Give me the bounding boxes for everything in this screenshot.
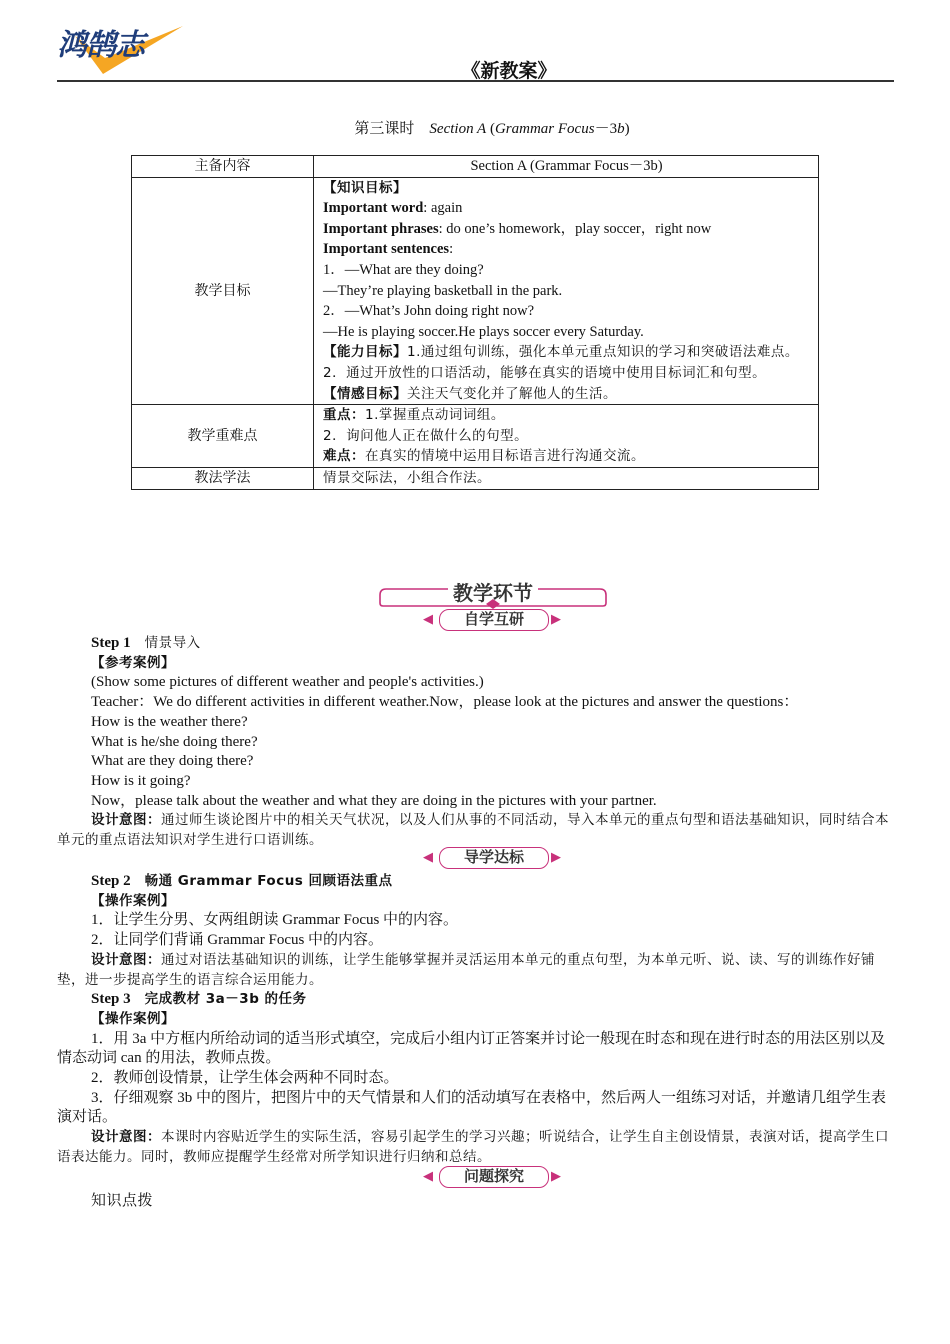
sub-banner-label: 自学互研 <box>439 609 549 631</box>
lesson-plan-table <box>131 155 819 490</box>
row-label: 教学重难点 <box>132 405 314 468</box>
sub-banner <box>421 609 565 631</box>
row-label: 教学目标 <box>132 177 314 405</box>
table-row <box>132 177 819 405</box>
row-content: Section A (Grammar Focus－3b) <box>314 156 819 178</box>
table-row <box>132 467 819 489</box>
row-content: 重点：1.掌握重点动词词组。 2．询问他人正在做什么的句型。 难点：在真实的情境中运用目标语言进行沟通交流。 <box>314 405 819 468</box>
left-arrow-icon: ◀ <box>423 612 433 627</box>
row-label: 教法学法 <box>132 467 314 489</box>
tips-title: 知识点拨 <box>91 1191 154 1209</box>
lesson-title: 第三课时 Section A (Grammar Focus－3b) <box>354 121 630 137</box>
step2-section: Step 2 畅通 Grammar Focus 回顾语法重点 【操作案例】 1．让学生分男、女两组朗读 Grammar Focus 中的内容。 2．让同学们背诵 Grammar Focus 中的内容。 设计意图：通过对语法基础知识的训练，让学生能够掌握并灵活运用本单元的重点句型，为本单元听、说、读、写的训练作好铺垫，进一步提高学生的语言综合运用能力。 Step 3 完成教材 3a－3b 的任务 【操作案例】 1．用 3a 中方框内所给动词的适当形式填空，完成后小组内订正答案并讨论一般现在时态和现在进行时态的用法区别以及情态动词 can 的用法，教师点拨。 2．教师创设情景，让学生体会两种不同时态。 3．仔细观察 3b 中的图片，把图片中的天气情景和人们的活动填写在表格中，然后两人一组练习对话，并邀请几组学生表演对话。 设计意图：本课时内容贴近学生的实际生活，容易引起学生的学习兴趣；听说结合，让学生自主创设情景，表演对话，提高学生口语表达能力。同时，教师应提醒学生经常对所学知识进行归纳和总结。 <box>57 873 889 1165</box>
sub-banner-label: 导学达标 <box>439 847 549 869</box>
row-content: 情景交际法，小组合作法。 <box>314 467 819 489</box>
right-arrow-icon: ▶ <box>551 850 561 865</box>
banner-title: 教学环节 <box>453 581 533 605</box>
row-content: 【知识目标】 Important word: again Important phrases: do one’s homework，play soccer，right now Important sentences: 1．—What are they doing? —They’re playing basketball in the park. 2．—What’s John doing right now? —He is playing soccer.He plays soccer every Saturday. 【能力目标】1.通过组句训练，强化本单元重点知识的学习和突破语法难点。 2．通过开放性的口语活动，能够在真实的语境中使用目标词汇和句型。 【情感目标】关注天气变化并了解他人的生活。 <box>314 177 819 405</box>
tips-section <box>57 1191 895 1211</box>
logo-text: 鸿鹄志 <box>57 28 144 63</box>
row-label: 主备内容 <box>132 156 314 178</box>
table-row <box>132 156 819 178</box>
header-title: 《新教案》 <box>461 61 557 82</box>
right-arrow-icon: ▶ <box>551 612 561 627</box>
right-arrow-icon: ▶ <box>551 1169 561 1184</box>
step1-section: Step 1 情景导入 【参考案例】 (Show some pictures of different weather and people's activities.) Teacher：We do different activities in different weather.Now，please look at the pictures and answer the questions： How is the weather there? What is he/she doing there? What are they doing there? How is it going? Now，please talk about the weather and what they are doing in the pictures with your partner. 设计意图：通过师生谈论图片中的相关天气状况，以及人们从事的不同活动，导入本单元的重点句型和语法基础知识，同时结合本单元的重点语法知识对学生进行口语训练。 <box>57 635 889 849</box>
table-row <box>132 405 819 468</box>
left-arrow-icon: ◀ <box>423 1169 433 1184</box>
sub-banner <box>421 847 565 869</box>
sub-banner <box>421 1166 565 1188</box>
sub-banner-label: 问题探究 <box>439 1166 549 1188</box>
left-arrow-icon: ◀ <box>423 850 433 865</box>
header-divider <box>57 80 894 82</box>
